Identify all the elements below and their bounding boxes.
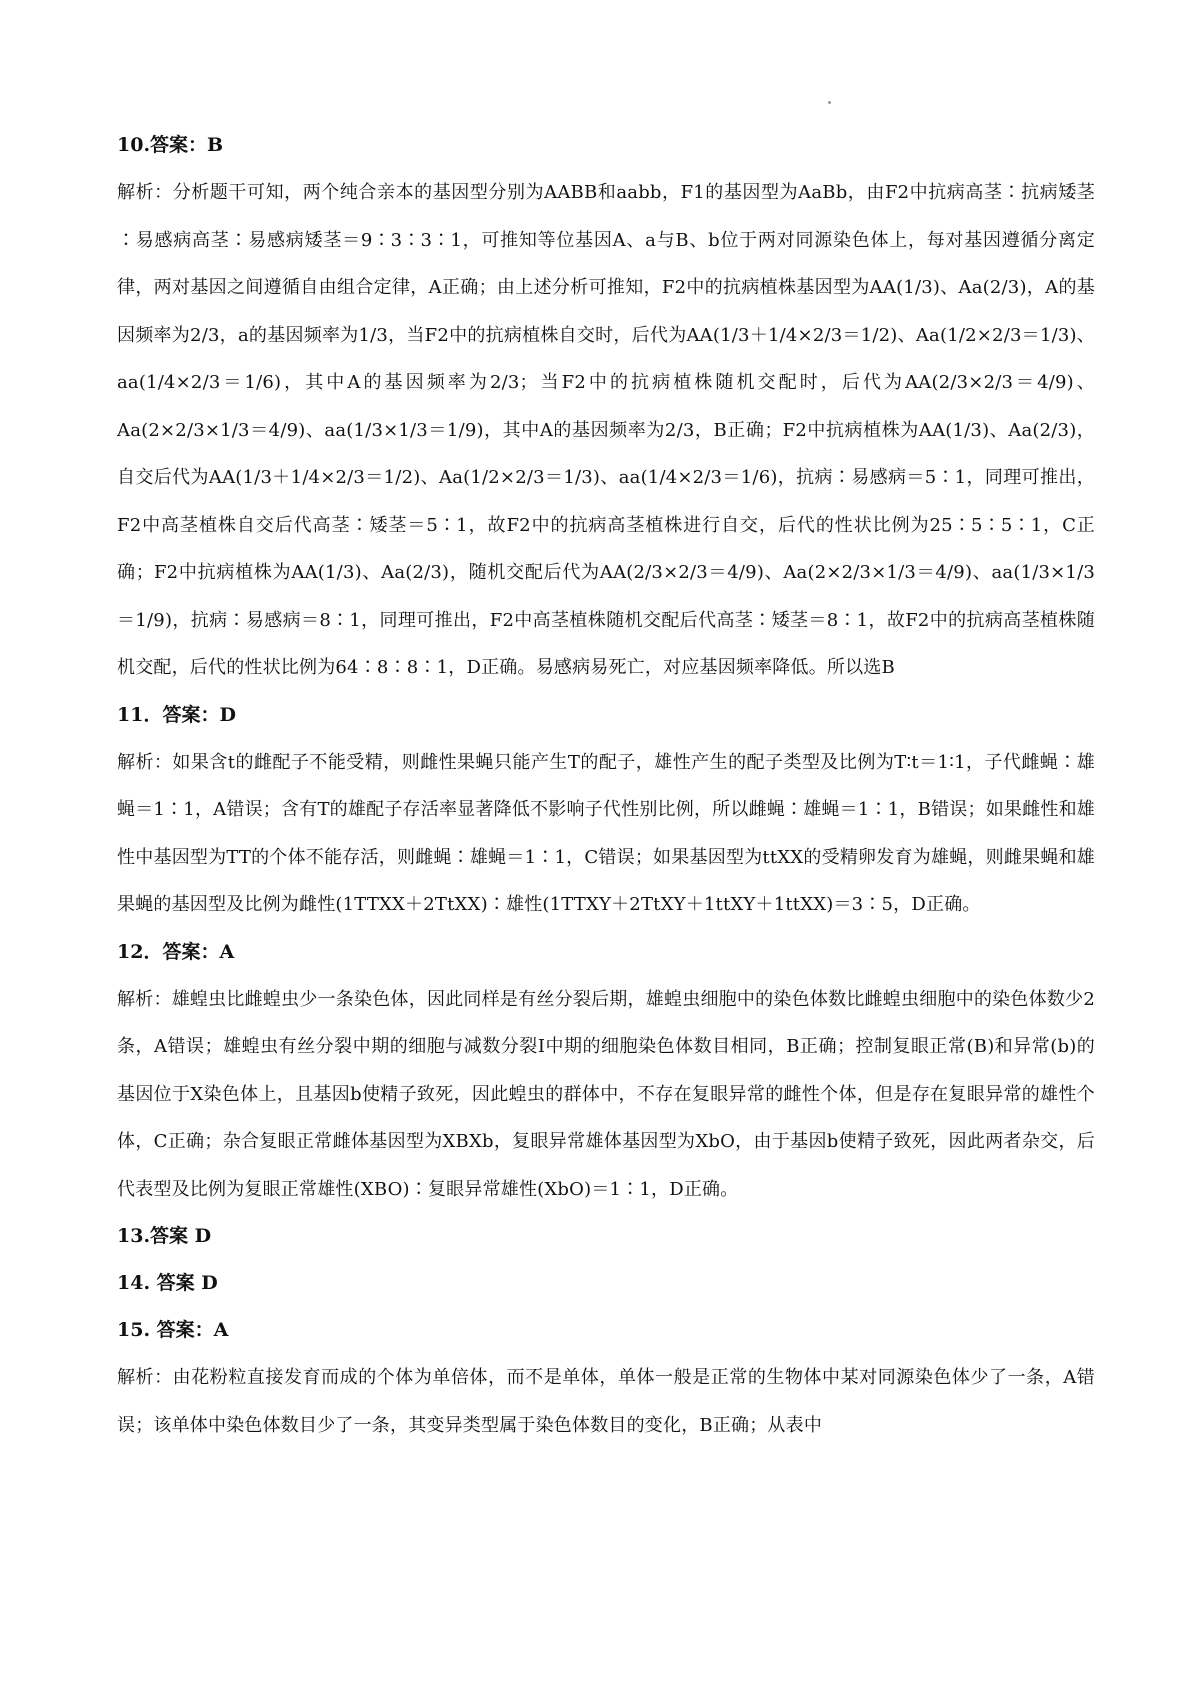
answer-heading: 10.答案：B [117, 134, 224, 156]
analysis-text: 解析：雄蝗虫比雌蝗虫少一条染色体，因此同样是有丝分裂后期，雄蝗虫细胞中的染色体数比雌蝗虫细胞中的染色体数少2条，A错误；雄蝗虫有丝分裂中期的细胞与减数分裂Ⅰ中期的细胞染色体数目相同，B正确；控制复眼正常(B)和异常(b)的基因位于X染色体上，且基因b使精子致死，因此蝗虫的群体中，不存在复眼异常的雌性个体，但是存在复眼异常的雄性个体，C正确；杂合复眼正常雌体基因型为XBXb，复眼异常雄体基因型为XbO，由于基因b使精子致死，因此两者杂交，后代表型及比例为复眼正常雄性(XBO)∶复眼异常雄性(XbO)＝1∶1，D正确。 [117, 988, 1095, 1200]
answer-block-13 [117, 1213, 1095, 1260]
analysis-text: 解析：由花粉粒直接发育而成的个体为单倍体，而不是单体，单体一般是正常的生物体中某对同源染色体少了一条，A错误；该单体中染色体数目少了一条，其变异类型属于染色体数目的变化，B正确；从表中 [117, 1367, 1095, 1436]
answer-heading: 11．答案：D [117, 703, 236, 726]
answer-block-12 [117, 929, 1095, 1214]
answer-heading: 13.答案 D [117, 1225, 212, 1247]
answer-heading: 14. 答案 D [117, 1272, 218, 1294]
answer-block-10 [117, 122, 1095, 692]
analysis-text: 解析：如果含t的雌配子不能受精，则雌性果蝇只能产生T的配子，雄性产生的配子类型及比例为T∶t＝1∶1，子代雌蝇∶雄蝇＝1∶1，A错误；含有T的雄配子存活率显著降低不影响子代性别比例，所以雌蝇∶雄蝇＝1∶1，B错误；如果雌性和雄性中基因型为TT的个体不能存活，则雌蝇∶雄蝇＝1∶1，C错误；如果基因型为ttXX的受精卵发育为雄蝇，则雌果蝇和雄果蝇的基因型及比例为雌性(1TTXX＋2TtXX)∶雄性(1TTXY＋2TtXY＋1ttXY＋1ttXX)＝3∶5，D正确。 [117, 751, 1095, 915]
answer-block-15 [117, 1307, 1095, 1449]
answer-key-body [117, 122, 1095, 1449]
analysis-text: 解析：分析题干可知，两个纯合亲本的基因型分别为AABB和aabb，F1的基因型为AaBb，由F2中抗病高茎∶抗病矮茎∶易感病高茎∶易感病矮茎＝9∶3∶3∶1，可推知等位基因A、a与B、b位于两对同源染色体上，每对基因遵循分离定律，两对基因之间遵循自由组合定律，A正确；由上述分析可推知，F2中的抗病植株基因型为AA(1/3)、Aa(2/3)，A的基因频率为2/3，a的基因频率为1/3，当F2中的抗病植株自交时，后代为AA(1/3＋1/4×2/3＝1/2)、Aa(1/2×2/3＝1/3)、aa(1/4×2/3＝1/6)，其中A的基因频率为2/3；当F2中的抗病植株随机交配时，后代为AA(2/3×2/3＝4/9)、Aa(2×2/3×1/3＝4/9)、aa(1/3×1/3＝1/9)，其中A的基因频率为2/3，B正确；F2中抗病植株为AA(1/3)、Aa(2/3)，自交后代为AA(1/3＋1/4×2/3＝1/2)、Aa(1/2×2/3＝1/3)、aa(1/4×2/3＝1/6)，抗病∶易感病＝5∶1，同理可推出，F2中高茎植株自交后代高茎∶矮茎＝5∶1，故F2中的抗病高茎植株进行自交，后代的性状比例为25∶5∶5∶1，C正确；F2中抗病植株为AA(1/3)、Aa(2/3)，随机交配后代为AA(2/3×2/3＝4/9)、Aa(2×2/3×1/3＝4/9)、aa(1/3×1/3＝1/9)，抗病∶易感病＝8∶1，同理可推出，F2中高茎植株随机交配后代高茎∶矮茎＝8∶1，故F2中的抗病高茎植株随机交配，后代的性状比例为64∶8∶8∶1，D正确。易感病易死亡，对应基因频率降低。所以选B [117, 182, 1095, 678]
answer-heading: 15. 答案：A [117, 1319, 229, 1341]
answer-heading: 12．答案：A [117, 940, 235, 963]
answer-block-11 [117, 692, 1095, 929]
answer-block-14 [117, 1260, 1095, 1307]
scan-speck [828, 101, 831, 104]
